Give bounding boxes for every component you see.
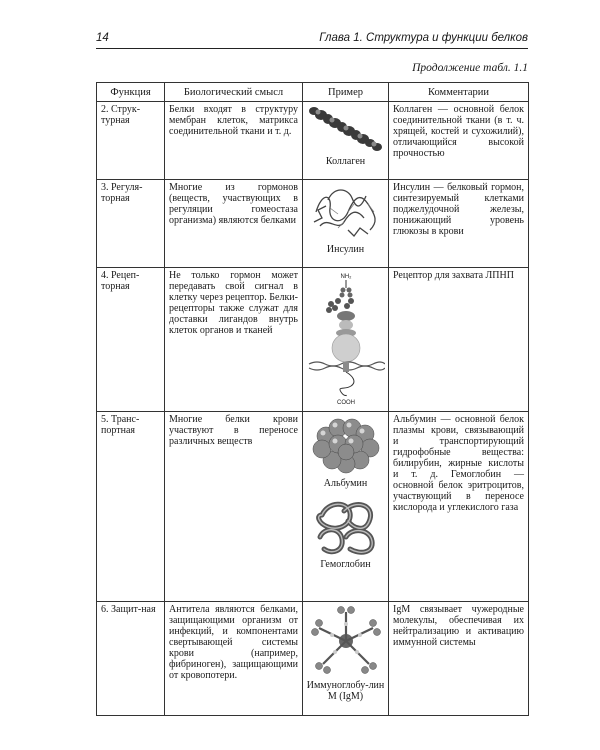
meaning-cell: Антитела являются белками, защищающими организм от инфекций, и компонентами свертывающей системы крови (например, фибриноген), защищающими от кровопотери. [165, 602, 303, 716]
header-comments: Комментарии [389, 83, 529, 102]
example-caption: Альбумин [323, 478, 368, 489]
example-caption: Коллаген [325, 156, 366, 167]
chapter-title: Глава 1. Структура и функции белков [319, 32, 528, 44]
comment-cell: Альбумин — основной белок плазмы крови, связывающий и транспортирующий гидрофобные вещества: билирубин, жирные кислоты и т. д. Гемоглобин — основной белок эритроцитов, участвующий в переносе кислорода и углекислого газа [389, 412, 529, 602]
meaning-cell: Белки входят в структуру мембран клеток, матрикса соединительной ткани и т. д. [165, 102, 303, 180]
example-cell [303, 268, 389, 412]
c-terminus-label: COOH [336, 400, 355, 406]
example-caption: Гемоглобин [320, 559, 371, 570]
albumin-illustration [308, 414, 384, 476]
meaning-cell: Не только гормон может передавать свой сигнал в клетку через рецептор. Белки-рецепторы также служат для доставки лигандов внутрь клеток органов и тканей [165, 268, 303, 412]
example-cell [303, 102, 389, 180]
example-cell [303, 412, 389, 602]
function-cell: 3. Регуля-торная [97, 180, 165, 268]
function-cell: 5. Транс-портная [97, 412, 165, 602]
protein-functions-table [96, 82, 529, 716]
header-example: Пример [303, 83, 389, 102]
example-caption: Иммуноглобу-лин M (IgM) [306, 680, 385, 702]
ldl-receptor-diagram [307, 270, 385, 406]
page-number: 14 [96, 32, 109, 44]
table-continuation-label: Продолжение табл. 1.1 [412, 62, 528, 74]
collagen-illustration [308, 104, 384, 154]
table-row [97, 180, 529, 268]
page-header [96, 30, 528, 49]
hemoglobin-illustration [308, 497, 384, 557]
table-row [97, 268, 529, 412]
example-cell [303, 180, 389, 268]
header-meaning: Биологический смысл [165, 83, 303, 102]
comment-cell: IgM связывает чужеродные молекулы, обеспечивая их нейтрализацию и активацию иммунной системы [389, 602, 529, 716]
function-cell: 4. Рецеп-торная [97, 268, 165, 412]
header-function: Функция [97, 83, 165, 102]
function-cell: 2. Струк-турная [97, 102, 165, 180]
meaning-cell: Многие из гормонов (веществ, участвующих в регуляции гомеостаза организма) являются белками [165, 180, 303, 268]
comment-cell: Коллаген — основной белок соединительной ткани (в т. ч. хрящей, костей и сухожилий), отличающийся высокой прочностью [389, 102, 529, 180]
comment-cell: Рецептор для захвата ЛПНП [389, 268, 529, 412]
table-row [97, 102, 529, 180]
example-caption: Инсулин [326, 244, 365, 255]
table-row [97, 412, 529, 602]
function-cell: 6. Защит-ная [97, 602, 165, 716]
table-header-row [97, 83, 529, 102]
comment-cell: Инсулин — белковый гормон, синтезируемый клетками поджелудочной железы, понижающий уровень глюкозы в крови [389, 180, 529, 268]
table-row [97, 602, 529, 716]
example-cell [303, 602, 389, 716]
insulin-illustration [308, 182, 384, 242]
n-terminus-label: NH₂ [340, 274, 351, 280]
meaning-cell: Многие белки крови участвуют в переносе различных веществ [165, 412, 303, 602]
igm-illustration [311, 604, 381, 678]
